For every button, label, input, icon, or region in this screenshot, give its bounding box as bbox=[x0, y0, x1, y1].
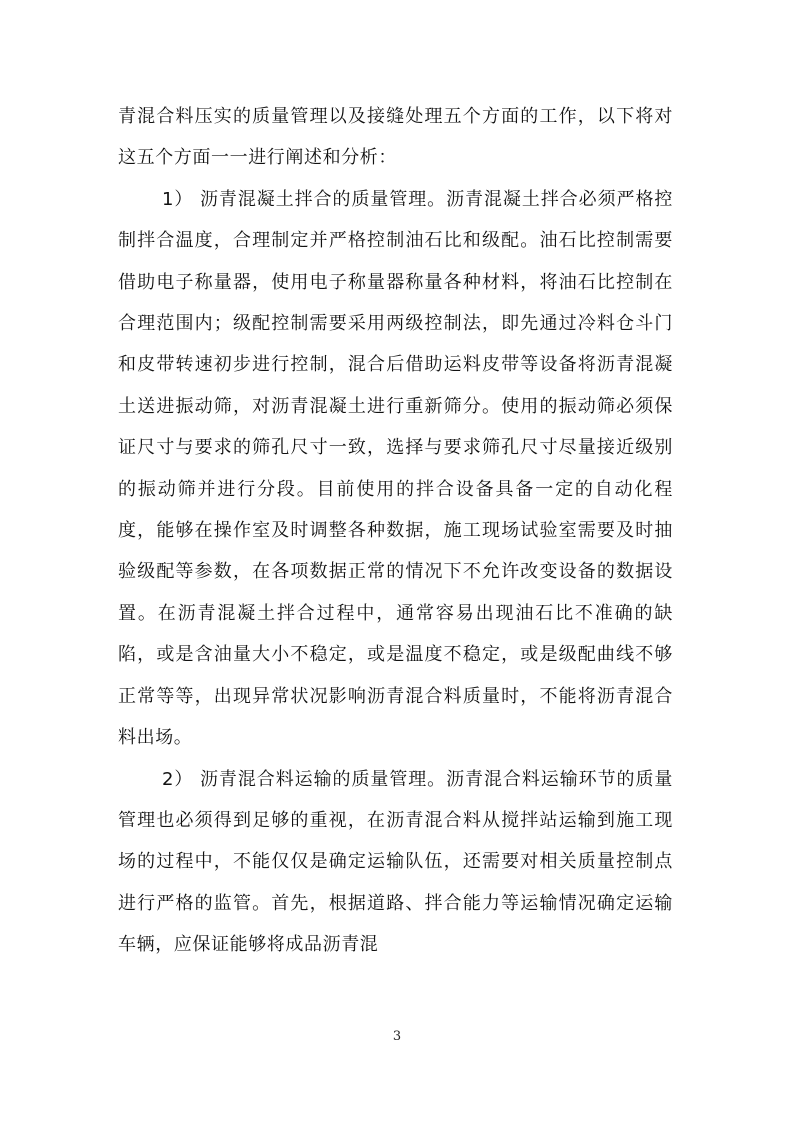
document-body bbox=[118, 96, 673, 966]
paragraph-transport-quality: 2） 沥青混合料运输的质量管理。沥青混合料运输环节的质量管理也必须得到足够的重视，在沥青混合料从搅拌站运输到施工现场的过程中，不能仅仅是确定运输队伍，还需要对相关质量控制点进行严格的监管。首先，根据道路、拌合能力等运输情况确定运输车辆，应保证能够将成品沥青混 bbox=[118, 768, 673, 956]
page-number: 3 bbox=[392, 1029, 402, 1044]
paragraph-continuation: 青混合料压实的质量管理以及接缝处理五个方面的工作，以下将对这五个方面一一进行阐述和分析： bbox=[118, 106, 673, 169]
paragraph-mixing-quality: 1） 沥青混凝土拌合的质量管理。沥青混凝土拌合必须严格控制拌合温度，合理制定并严格控制油石比和级配。油石比控制需要借助电子称量器，使用电子称量器称量各种材料，将油石比控制在合理范围内；级配控制需要采用两级控制法，即先通过冷料仓斗门和皮带转速初步进行控制，混合后借助运料皮带等设备将沥青混凝土送进振动筛，对沥青混凝土进行重新筛分。使用的振动筛必须保证尺寸与要求的筛孔尺寸一致，选择与要求筛孔尺寸尽量接近级别的振动筛并进行分段。目前使用的拌合设备具备一定的自动化程度，能够在操作室及时调整各种数据，施工现场试验室需要及时抽验级配等参数，在各项数据正常的情况下不允许改变设备的数据设置。在沥青混凝土拌合过程中，通常容易出现油石比不准确的缺陷，或是含油量大小不稳定，或是温度不稳定，或是级配曲线不够正常等等，出现异常状况影响沥青混合料质量时，不能将沥青混合料出场。 bbox=[118, 188, 673, 749]
